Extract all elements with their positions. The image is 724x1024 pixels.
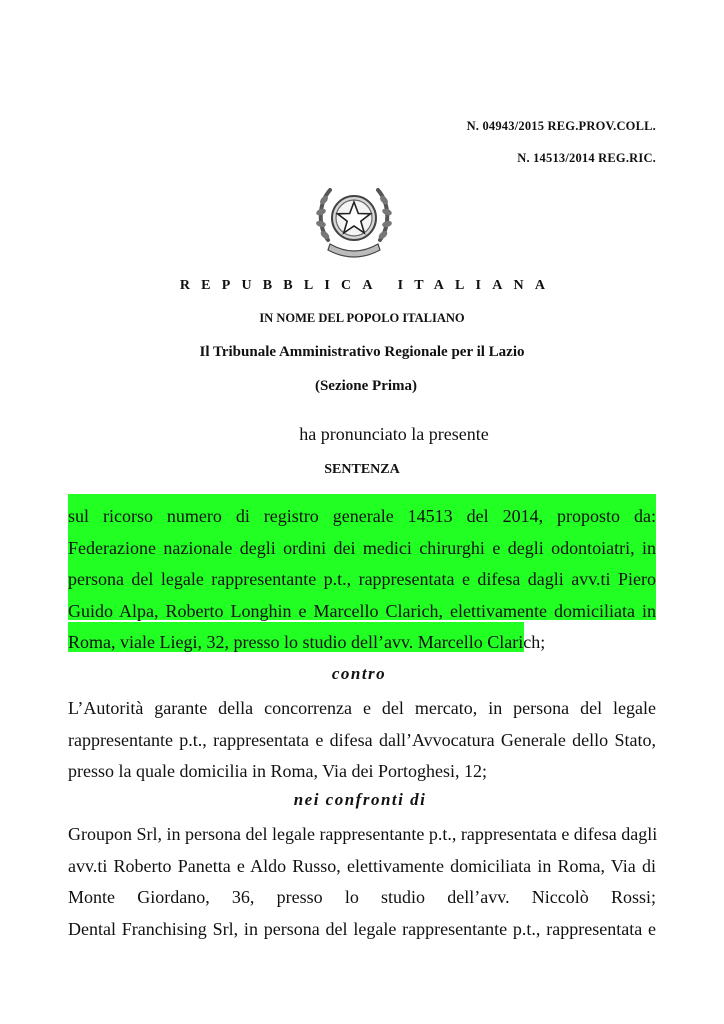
in-the-name-heading: IN NOME DEL POPOLO ITALIANO: [259, 311, 465, 325]
paragraph-line: sul ricorso numero di registro generale 14513 del 2014, proposto da:: [68, 506, 656, 526]
counterparties-paragraph: [68, 819, 656, 945]
counterparties-heading: nei confronti di: [293, 790, 427, 809]
pronounced-line: ha pronunciato la presente: [299, 424, 489, 444]
italian-republic-emblem-icon: [314, 178, 394, 262]
registry-number-prov-coll: N. 04943/2015 REG.PROV.COLL.: [466, 119, 656, 133]
respondent-paragraph: [68, 693, 656, 788]
paragraph-line: L’Autorità garante della concorrenza e del mercato, in persona del legale: [68, 698, 656, 718]
paragraph-line: Groupon Srl, in persona del legale rappresentante p.t., rappresentata e difesa dagli: [68, 824, 658, 844]
paragraph-line: Monte Giordano, 36, presso lo studio dell’avv. Niccolò Rossi;: [68, 887, 656, 907]
republic-heading: REPUBBLICA ITALIANA: [179, 278, 557, 293]
paragraph-line: Federazione nazionale degli ordini dei medici chirurghi e degli odontoiatri, in: [68, 537, 656, 558]
paragraph-line: avv.ti Roberto Panetta e Aldo Russo, elettivamente domiciliata in Roma, Via di: [68, 855, 656, 876]
court-section: (Sezione Prima): [314, 378, 418, 394]
paragraph-line: rappresentante p.t., rappresentata e difesa dall’Avvocatura Generale dello Stato,: [68, 729, 656, 750]
registry-number-ric: N. 14513/2014 REG.RIC.: [517, 151, 656, 165]
paragraph-line: Guido Alpa, Roberto Longhin e Marcello Clarich, elettivamente domiciliata in: [68, 600, 656, 621]
appeal-paragraph: [68, 501, 656, 659]
court-name: Il Tribunale Amministrativo Regionale per il Lazio: [199, 344, 525, 360]
paragraph-line: presso la quale domicilia in Roma, Via dei Portoghesi, 12;: [68, 761, 488, 781]
paragraph-line: Roma, viale Liegi, 32, presso lo studio dell’avv. Marcello Clarich;: [68, 632, 546, 652]
judgment-title: SENTENZA: [324, 462, 400, 477]
against-heading: contro: [331, 664, 387, 683]
paragraph-line: persona del legale rappresentante p.t., rappresentata e difesa dagli avv.ti Piero: [68, 569, 656, 589]
paragraph-line: Dental Franchising Srl, in persona del legale rappresentante p.t., rappresentata e: [68, 918, 656, 939]
